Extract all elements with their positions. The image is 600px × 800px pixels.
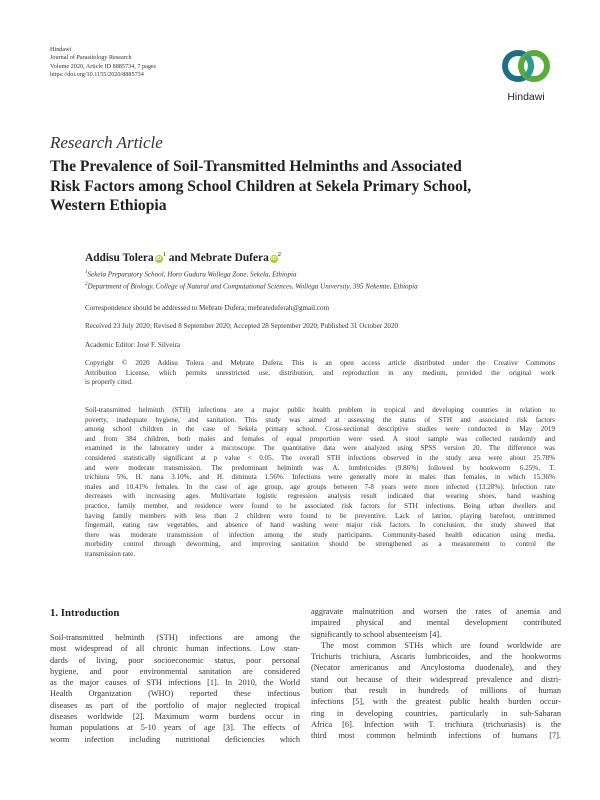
journal-info <box>50 46 156 80</box>
affiliation-text: Sekela Preparatory School, Horo Guduru Wollega Zone, Sekela, Ethiopia <box>87 270 297 279</box>
abstract-line: males and 10.41% females. In the case of age group, age groups between 7-8 years were more infected (13.28%). Infection rate <box>85 482 555 491</box>
body-line: dards of living, poor socioeconomic status, poor personal <box>50 655 300 665</box>
hindawi-logo <box>494 46 558 106</box>
orcid-icon[interactable]: iD <box>271 255 277 262</box>
affiliation-item <box>85 268 555 280</box>
body-line: aggravate malnutrition and worsen the rates of anemia and <box>311 607 561 616</box>
abstract-line: fingernail, eating raw vegetables, and absence of hand washing were major risk factors. In conclusion, the study showed that <box>85 521 555 530</box>
abstract-line: examined in the laboratory under a microscope. The quantitative data were analyzed using SPSS version 20. The difference was <box>85 444 555 453</box>
volume-info: Volume 2020, Article ID 8885734, 7 pages <box>50 62 157 70</box>
title-line: Risk Factors among School Children at Sekela Primary School, <box>50 177 472 195</box>
copyright-line: Attribution License, which permits unrestricted use, distribution, and reproduction in any medium, provided the original work <box>85 368 555 377</box>
body-line: Health Organization (WHO) reported these infectious <box>50 689 300 699</box>
body-line: stand out because of their widespread prevalence and distri- <box>311 674 561 684</box>
abstract-line: practice, family member, and residence were found to be associated risk factors for STH infections. Being urban dwellers and <box>85 501 555 510</box>
abstract-line: morbidity control through deworming, and improving sanitation should be strengthened as a measurement to control the <box>85 540 555 549</box>
abstract-line: transmission rate. <box>85 549 136 558</box>
abstract <box>85 406 555 560</box>
author-separator: and <box>165 251 191 264</box>
body-line: Trichuris trichiura, Ascaris lumbricoides, and the hookworms <box>311 652 561 662</box>
author-name[interactable]: Addisu Tolera <box>85 251 154 264</box>
abstract-line: Soil-transmitted helminth (STH) infections are a major public health problem in tropical and developing countries in relation to <box>85 406 555 414</box>
body-line: bution that result in hundreds of millions of human <box>311 686 561 696</box>
title-line: The Prevalence of Soil-Transmitted Helminths and Associated <box>50 158 462 175</box>
affiliations <box>85 268 555 292</box>
abstract-line: poverty, inadequate hygiene, and sanitation. This study was aimed at assessing the status of STH and associated risk factors <box>85 415 555 424</box>
copyright-line: is properly cited. <box>85 378 133 387</box>
body-line: significantly to school absenteeism [4]. <box>311 629 442 639</box>
author-name[interactable]: Mebrate Dufera <box>190 251 269 264</box>
affiliation-marker: 2 <box>85 281 88 287</box>
body-line: most widespread of all chronic human infections. Low stan- <box>50 644 300 654</box>
body-line: worm infection including nutritional deficiencies which <box>50 734 300 744</box>
section-heading: 1. Introduction <box>50 607 120 619</box>
body-line: Africa [6]. Infection with T. trichiura (trichuriasis) is the <box>311 719 561 729</box>
body-line: human populations at 5-10 years of age [3]. The effects of <box>50 723 300 733</box>
doi-link[interactable]: https://doi.org/10.1155/2020/8885734 <box>50 71 144 79</box>
affiliation-marker: 1 <box>85 270 88 275</box>
body-column-right <box>311 606 561 742</box>
journal-name: Journal of Parasitology Research <box>50 54 132 62</box>
abstract-line: there was moderate transmission of infection among the study participants. Community-based health education using media, <box>85 530 555 539</box>
publication-dates: Received 23 July 2020; Revised 8 September 2020; Accepted 28 September 2020; Published 31 October 2020 <box>85 322 399 330</box>
title-line: Western Ethiopia <box>50 197 167 214</box>
copyright-notice <box>85 359 555 388</box>
affiliation-marker: 2 <box>277 251 282 258</box>
body-line: impaired physical and mental development contributed <box>311 618 561 628</box>
body-line: infections [5], with the greatest public health burden occur- <box>311 697 561 707</box>
copyright-line: Copyright © 2020 Addisu Tolera and Mebrate Dufera. This is an open access article distributed under the Creative Commons <box>85 359 555 367</box>
body-line: diseases as part of the portfolio of major neglected tropical <box>50 700 300 710</box>
body-line: The most common STHs which are found worldwide are <box>321 640 561 650</box>
body-line: Soil-transmitted helminth (STH) infections are among the <box>50 633 300 642</box>
abstract-line: and from 384 children, both males and females of equal proportion were used. A stool sample was collected randomly and <box>85 434 555 443</box>
hindawi-rings-icon <box>494 46 558 90</box>
abstract-line: considered statistically significant at p value < 0.05. The overall STH infections observed in the study area were about 25.78% <box>85 453 555 462</box>
orcid-icon[interactable]: iD <box>155 255 162 262</box>
affiliation-item <box>85 280 555 292</box>
abstract-line: decreases with increasing ages. Multivariate logistic regression analysis result indicated that wearing shoes, hand washing <box>85 492 555 501</box>
abstract-line: trichiura 5%, H. nana 3.10%, and H. diminuta 1.56%. Infections were generally more in males than females, in which 15.36% <box>85 473 555 482</box>
article-type: Research Article <box>50 133 163 152</box>
abstract-line: having family members with less than 2 children were found to be preventive. Lack of latrine, playing barefoot, untrimmed <box>85 511 555 520</box>
affiliation-text: Department of Biology, College of Natural and Computational Sciences, Wollega University, 395 Nekemte, Ethiopia <box>87 282 418 291</box>
body-column-left <box>50 632 300 745</box>
affiliation-marker: 1 <box>162 251 166 258</box>
body-line: (Necator americanus and Ancylostoma duodenale), and they <box>311 663 561 673</box>
body-line: hygiene, and poor environmental sanitation are considered <box>50 666 300 676</box>
abstract-line: and were moderate transmission. The predominant helminth was A. lumbricoides (9.86%) followed by hookworm 6.25%, T. <box>85 463 555 472</box>
body-line: third most common helminth infections of humans [7]. <box>311 731 561 741</box>
academic-editor: Academic Editor: José F. Silveira <box>85 341 180 349</box>
correspondence: Correspondence should be addressed to Mebrate Dufera; mebrateduferah@gmail.com <box>85 304 330 312</box>
paper-title <box>50 157 570 216</box>
publisher-name: Hindawi <box>50 46 72 53</box>
abstract-line: among school children in the case of Sekela primary school. Cross-sectional descriptive studies were conducted in May 2019 <box>85 425 555 434</box>
body-line: ring in developing countries, particularly in sub-Saharan <box>311 708 561 718</box>
author-list <box>85 251 281 264</box>
logo-wordmark: Hindawi <box>507 91 545 103</box>
body-line: diseases worldwide [2]. Maximum worm burdens occur in <box>50 712 300 722</box>
body-line: as the major causes of STH infections [1]. In 2010, the World <box>50 678 300 688</box>
